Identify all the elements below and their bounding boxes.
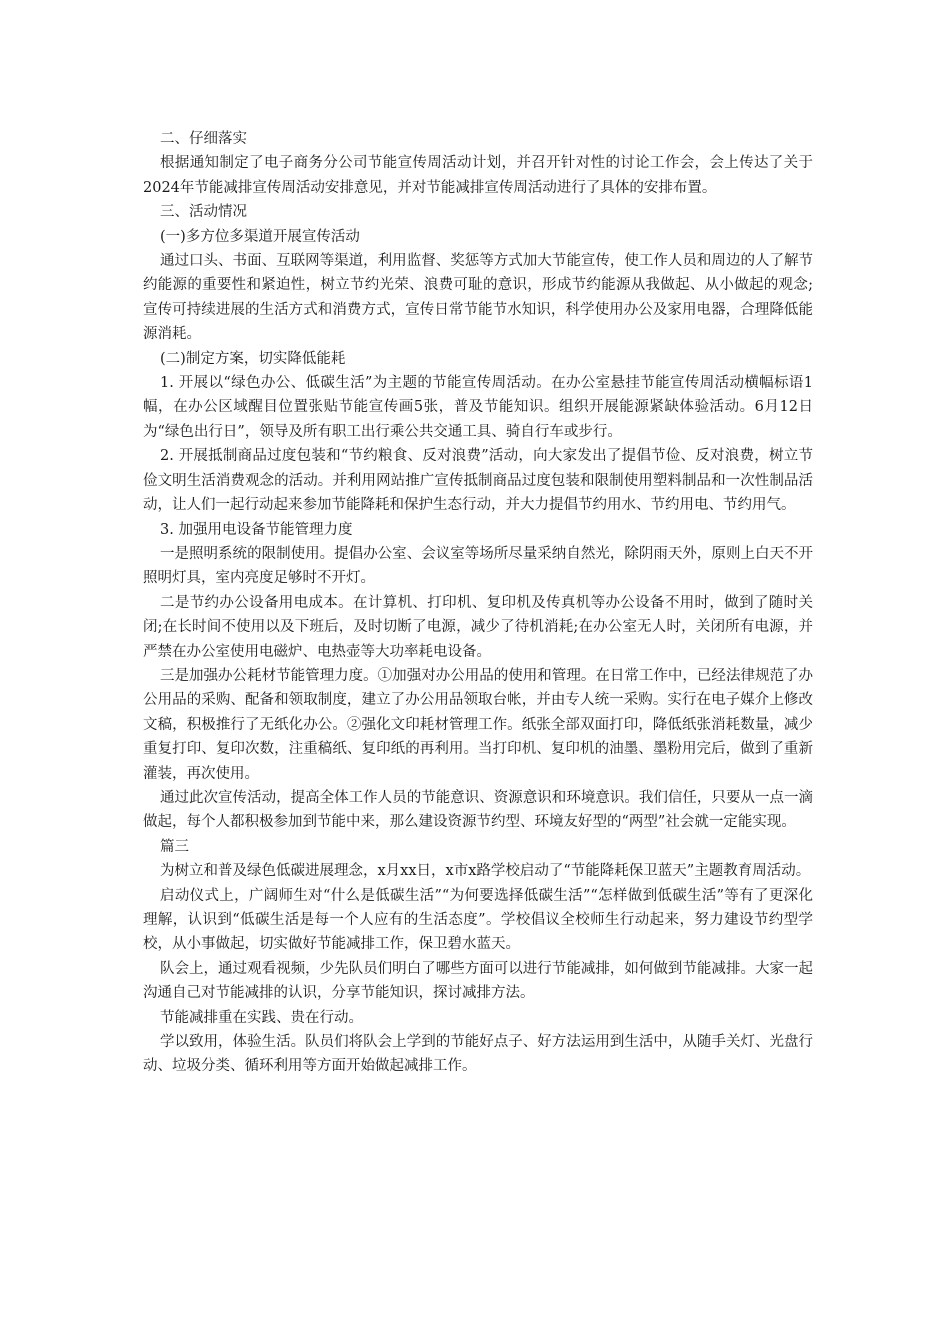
list-item: 3. 加强用电设备节能管理力度	[160, 521, 353, 538]
section-heading-implementation: 二、仔细落实	[160, 131, 247, 147]
subsection-heading: (一)多方位多渠道开展宣传活动	[160, 228, 360, 245]
subsection-heading: (二)制定方案，切实降低能耗	[160, 350, 346, 367]
paragraph: 一是照明系统的限制使用。提倡办公室、会议室等场所尽量采纳自然光，除阴雨天外，原则上白天不开照明灯具，室内亮度足够时不开灯。	[143, 545, 813, 587]
paragraph: 通过口头、书面、互联网等渠道，利用监督、奖惩等方式加大节能宣传，使工作人员和周边的人了解节约能源的重要性和紧迫性，树立节约光荣、浪费可耻的意识，形成节约能源从我做起、从小做起的观念;宣传可持续进展的生活方式和消费方式，宣传日常节能节水知识，科学使用办公及家用电器，合理降低能源消耗。	[143, 253, 813, 343]
paragraph: 为树立和普及绿色低碳进展理念，x月xx日，x市x路学校启动了“节能降耗保卫蓝天”主题教育周活动。	[160, 863, 811, 880]
paragraph: 三是加强办公耗材节能管理力度。①加强对办公用品的使用和管理。在日常工作中，已经法律规范了办公用品的采购、配备和领取制度，建立了办公用品领取台帐，并由专人统一采购。实行在电子媒介上修改文稿，积极推行了无纸化办公。②强化文印耗材管理工作。纸张全部双面打印，降低纸张消耗数量，减少重复打印、复印次数，注重稿纸、复印纸的再利用。当打印机、复印机的油墨、墨粉用完后，做到了重新灌装，再次使用。	[143, 667, 813, 782]
paragraph: 启动仪式上，广阔师生对“什么是低碳生活”“为何要选择低碳生活”“怎样做到低碳生活”等有了更深化理解，认识到“低碳生活是每一个人应有的生活态度”。学校倡议全校师生行动起来，努力建设节约型学校，从小事做起，切实做好节能减排工作，保卫碧水蓝天。	[143, 887, 813, 953]
paragraph: 根据通知制定了电子商务分公司节能宣传周活动计划，并召开针对性的讨论工作会，会上传达了关于2024年节能减排宣传周活动安排意见，并对节能减排宣传周活动进行了具体的安排布置。	[143, 155, 813, 196]
paragraph: 二是节约办公设备用电成本。在计算机、打印机、复印机及传真机等办公设备不用时，做到了随时关闭;在长时间不使用以及下班后，及时切断了电源，减少了待机消耗;在办公室无人时，关闭所有电源，并严禁在办公室使用电磁炉、电热壶等大功率耗电设备。	[143, 594, 813, 660]
section-heading-activities: 三、活动情况	[160, 204, 247, 221]
list-item: 2. 开展抵制商品过度包装和“节约粮食、反对浪费”活动，向大家发出了提倡节俭、反对浪费，树立节俭文明生活消费观念的活动。并利用网站推广宣传抵制商品过度包装和限制使用塑料制品和一次性制品活动，让人们一起行动起来参加节能降耗和保护生态行动，并大力提倡节约用水、节约用电、节约用气。	[143, 448, 813, 514]
list-item: 1. 开展以“绿色办公、低碳生活”为主题的节能宣传周活动。在办公室悬挂节能宣传周活动横幅标语1幅，在办公区域醒目位置张贴节能宣传画5张，普及节能知识。组织开展能源紧缺体验活动。6月12日为“绿色出行日”，领导及所有职工出行乘公共交通工具、骑自行车或步行。	[143, 375, 813, 440]
paragraph: 通过此次宣传活动，提高全体工作人员的节能意识、资源意识和环境意识。我们信任，只要从一点一滴做起，每个人都积极参加到节能中来，那么建设资源节约型、环境友好型的“两型”社会就一定能实现。	[143, 789, 813, 831]
section-heading-part-three: 篇三	[160, 838, 189, 855]
paragraph: 节能减排重在实践、贵在行动。	[160, 1009, 363, 1026]
paragraph: 学以致用，体验生活。队员们将队会上学到的节能好点子、好方法运用到生活中，从随手关灯、光盘行动、垃圾分类、循环利用等方面开始做起减排工作。	[143, 1034, 813, 1075]
paragraph: 队会上，通过观看视频，少先队员们明白了哪些方面可以进行节能减排，如何做到节能减排。大家一起沟通自己对节能减排的认识，分享节能知识，探讨减排方法。	[143, 960, 813, 1002]
document-body	[143, 127, 813, 1079]
